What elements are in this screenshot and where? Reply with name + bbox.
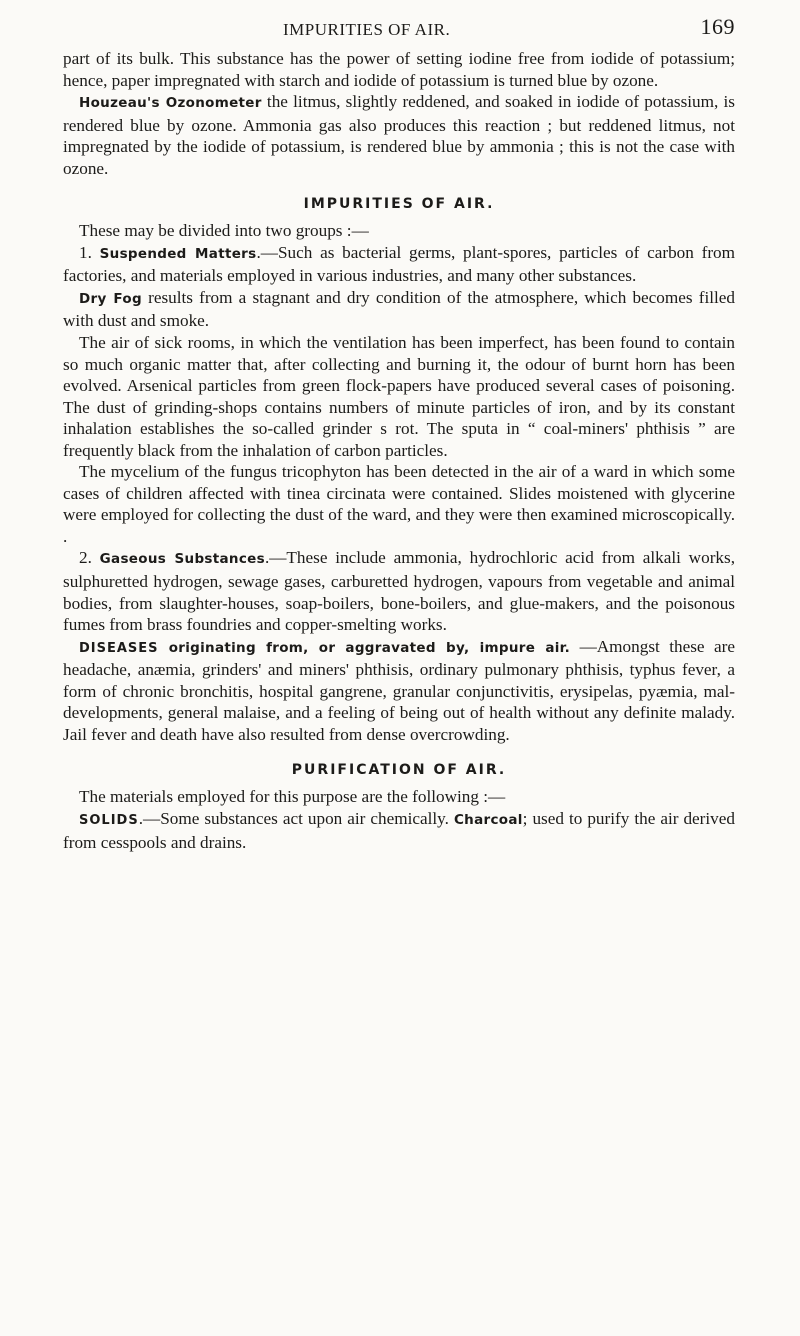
diseases-lead: originating from, or aggravated by, impure air. (158, 639, 571, 656)
diseases-text: —Amongst these are headache, anæmia, grinders' and miners' phthisis, ordinary pulmonary phthisis, typhus fever, a form of chronic bronchitis, hospital gangrene, granular conjunctivitis, erysipelas, pyæmia, mal-developments, general malaise, and a feeling of being out of health without any definite malady. Jail fever and death have also resulted from dense overcrowding. (63, 636, 735, 744)
paragraph-sick-rooms: The air of sick rooms, in which the ventilation has been imperfect, has been found to contain so much organic matter that, after collecting and burning it, the odour of burnt horn has been evolved. Arsenical particles from green flock-papers have produced several cases of poisoning. The dust of grinding-shops contains numbers of minute particles of iron, and by its constant inhalation establishes the so-called grinder s rot. The sputa in “ coal-miners' phthisis ” are frequently black from the inhalation of carbon particles. (63, 333, 735, 460)
book-page (63, 14, 735, 853)
heading-purification: PURIFICATION OF AIR. (291, 762, 507, 779)
running-head (63, 14, 735, 48)
paragraph-dry-fog (63, 287, 735, 332)
gaseous-lead: Gaseous Substances (99, 551, 265, 568)
paragraph-ozone: part of its bulk. This substance has the power of setting iodine free from iodide of potassium; hence, paper impregnated with starch and iodide of potassium is turned blue by ozone. (63, 49, 735, 90)
paragraph-gaseous-substances (63, 547, 735, 635)
heading-impurities: IMPURITIES OF AIR. (303, 196, 495, 213)
gaseous-text: .—These include ammonia, hydrochloric acid from alkali works, sulphuretted hydrogen, sewage gases, carburetted hydrogen, vapours from vegetable and animal bodies, from slaughter-houses, soap-boilers, bone-boilers, and glue-makers, and the poisonous fumes from brass foundries and copper-smelting works. (63, 548, 735, 635)
solids-text: .—Some substances act upon air chemically. (138, 808, 454, 828)
paragraph-suspended-matters (63, 242, 735, 287)
paragraph-groups-intro: These may be divided into two groups :— (79, 221, 369, 241)
charcoal-lead: Charcoal (453, 811, 523, 828)
gaseous-number: 2. (79, 548, 100, 568)
houzeau-lead: Houzeau's Ozonometer (79, 95, 262, 112)
paragraph-houzeau (63, 91, 735, 179)
solids-lead: SOLIDS (79, 812, 139, 828)
paragraph-mycelium: The mycelium of the fungus tricophyton has been detected in the air of a ward in which some cases of children affected with tinea circinata were contained. Slides moistened with glycerine were employed for collecting the dust of the ward, and they were then examined microscopically. . (63, 462, 735, 546)
page-number: 169 (700, 14, 735, 39)
paragraph-solids (63, 808, 735, 853)
diseases-lead-caps: DISEASES (79, 640, 159, 656)
suspended-text: .—Such as bacterial germs, plant-spores, particles of carbon from factories, and materials employed in various industries, and many other substances. (63, 242, 736, 286)
houzeau-text: the litmus, slightly reddened, and soaked in iodide of potassium, is rendered blue by ozone. Ammonia gas also produces this reaction ; but reddened litmus, not impregnated by the iodide of potassium, is rendered blue by ammonia ; this is not the case with ozone. (63, 92, 735, 178)
suspended-lead: Suspended Matters (99, 245, 257, 262)
dry-fog-lead: Dry Fog (79, 290, 142, 307)
suspended-number: 1. (79, 242, 100, 262)
paragraph-diseases (63, 636, 735, 746)
dry-fog-text: results from a stagnant and dry condition of the atmosphere, which becomes filled with dust and smoke. (63, 287, 735, 331)
paragraph-materials-intro: The materials employed for this purpose are the following :— (79, 787, 506, 807)
charcoal-text: ; used to purify the air derived from cesspools and drains. (63, 808, 735, 852)
running-title: IMPURITIES OF AIR. (283, 20, 451, 39)
